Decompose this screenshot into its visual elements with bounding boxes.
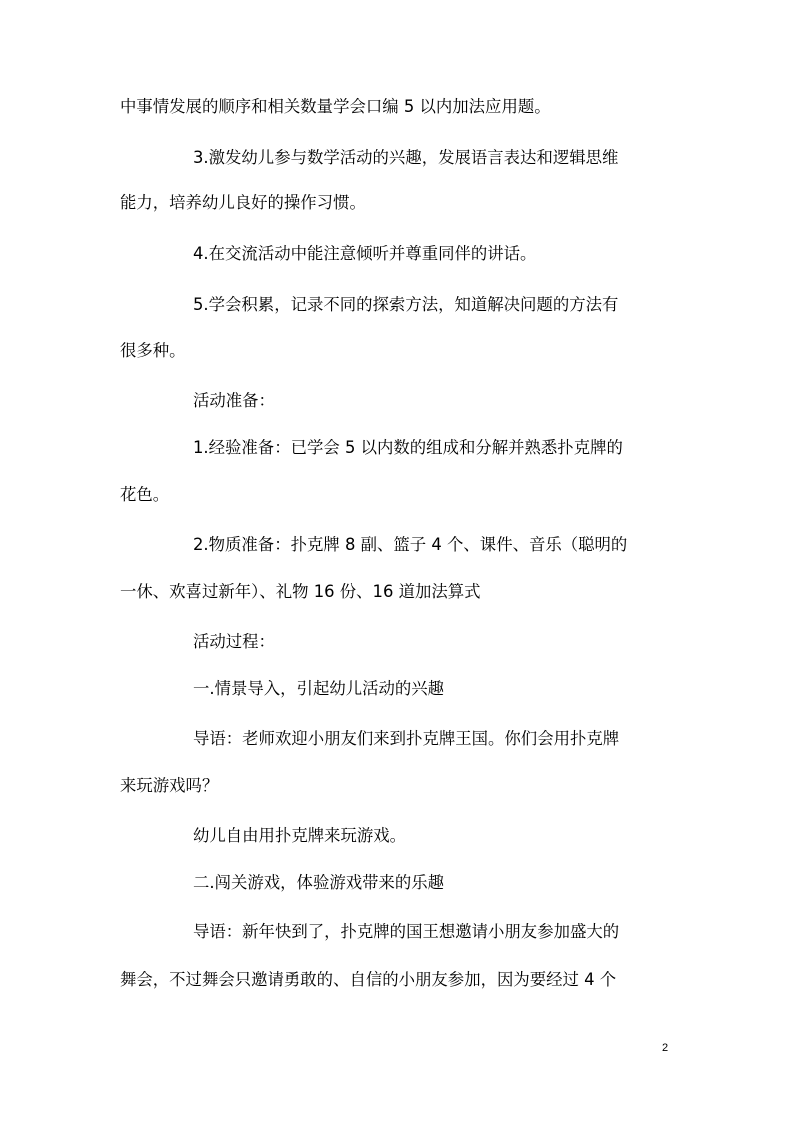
text-line: 舞会，不过舞会只邀请勇敢的、自信的小朋友参加，因为要经过 4 个 <box>120 970 617 989</box>
page-number: 2 <box>662 1042 669 1054</box>
text-line: 4.在交流活动中能注意倾听并尊重同伴的讲话。 <box>193 244 537 263</box>
section-heading: 活动准备： <box>193 391 275 410</box>
text-line: 很多种。 <box>120 341 186 360</box>
text-line: 能力，培养幼儿良好的操作习惯。 <box>120 193 366 212</box>
section-heading: 活动过程： <box>193 632 275 651</box>
text-line: 3.激发幼儿参与数学活动的兴趣，发展语言表达和逻辑思维 <box>193 148 619 167</box>
text-line: 1.经验准备：已学会 5 以内数的组成和分解并熟悉扑克牌的 <box>193 438 623 457</box>
text-line: 中事情发展的顺序和相关数量学会口编 5 以内加法应用题。 <box>120 97 551 116</box>
text-line: 一.情景导入，引起幼儿活动的兴趣 <box>193 679 445 698</box>
text-line: 花色。 <box>120 485 170 504</box>
text-line: 导语：新年快到了，扑克牌的国王想邀请小朋友参加盛大的 <box>193 922 620 941</box>
text-line: 导语：老师欢迎小朋友们来到扑克牌王国。你们会用扑克牌 <box>193 729 620 748</box>
text-line: 来玩游戏吗？ <box>120 776 219 795</box>
text-line: 一休、欢喜过新年）、礼物 16 份、16 道加法算式 <box>120 582 481 601</box>
text-line: 二.闯关游戏，体验游戏带来的乐趣 <box>193 873 445 892</box>
text-line: 5.学会积累，记录不同的探索方法，知道解决问题的方法有 <box>193 295 619 314</box>
text-line: 2.物质准备：扑克牌 8 副、篮子 4 个、课件、音乐（聪明的 <box>193 535 628 554</box>
text-line: 幼儿自由用扑克牌来玩游戏。 <box>193 826 407 845</box>
